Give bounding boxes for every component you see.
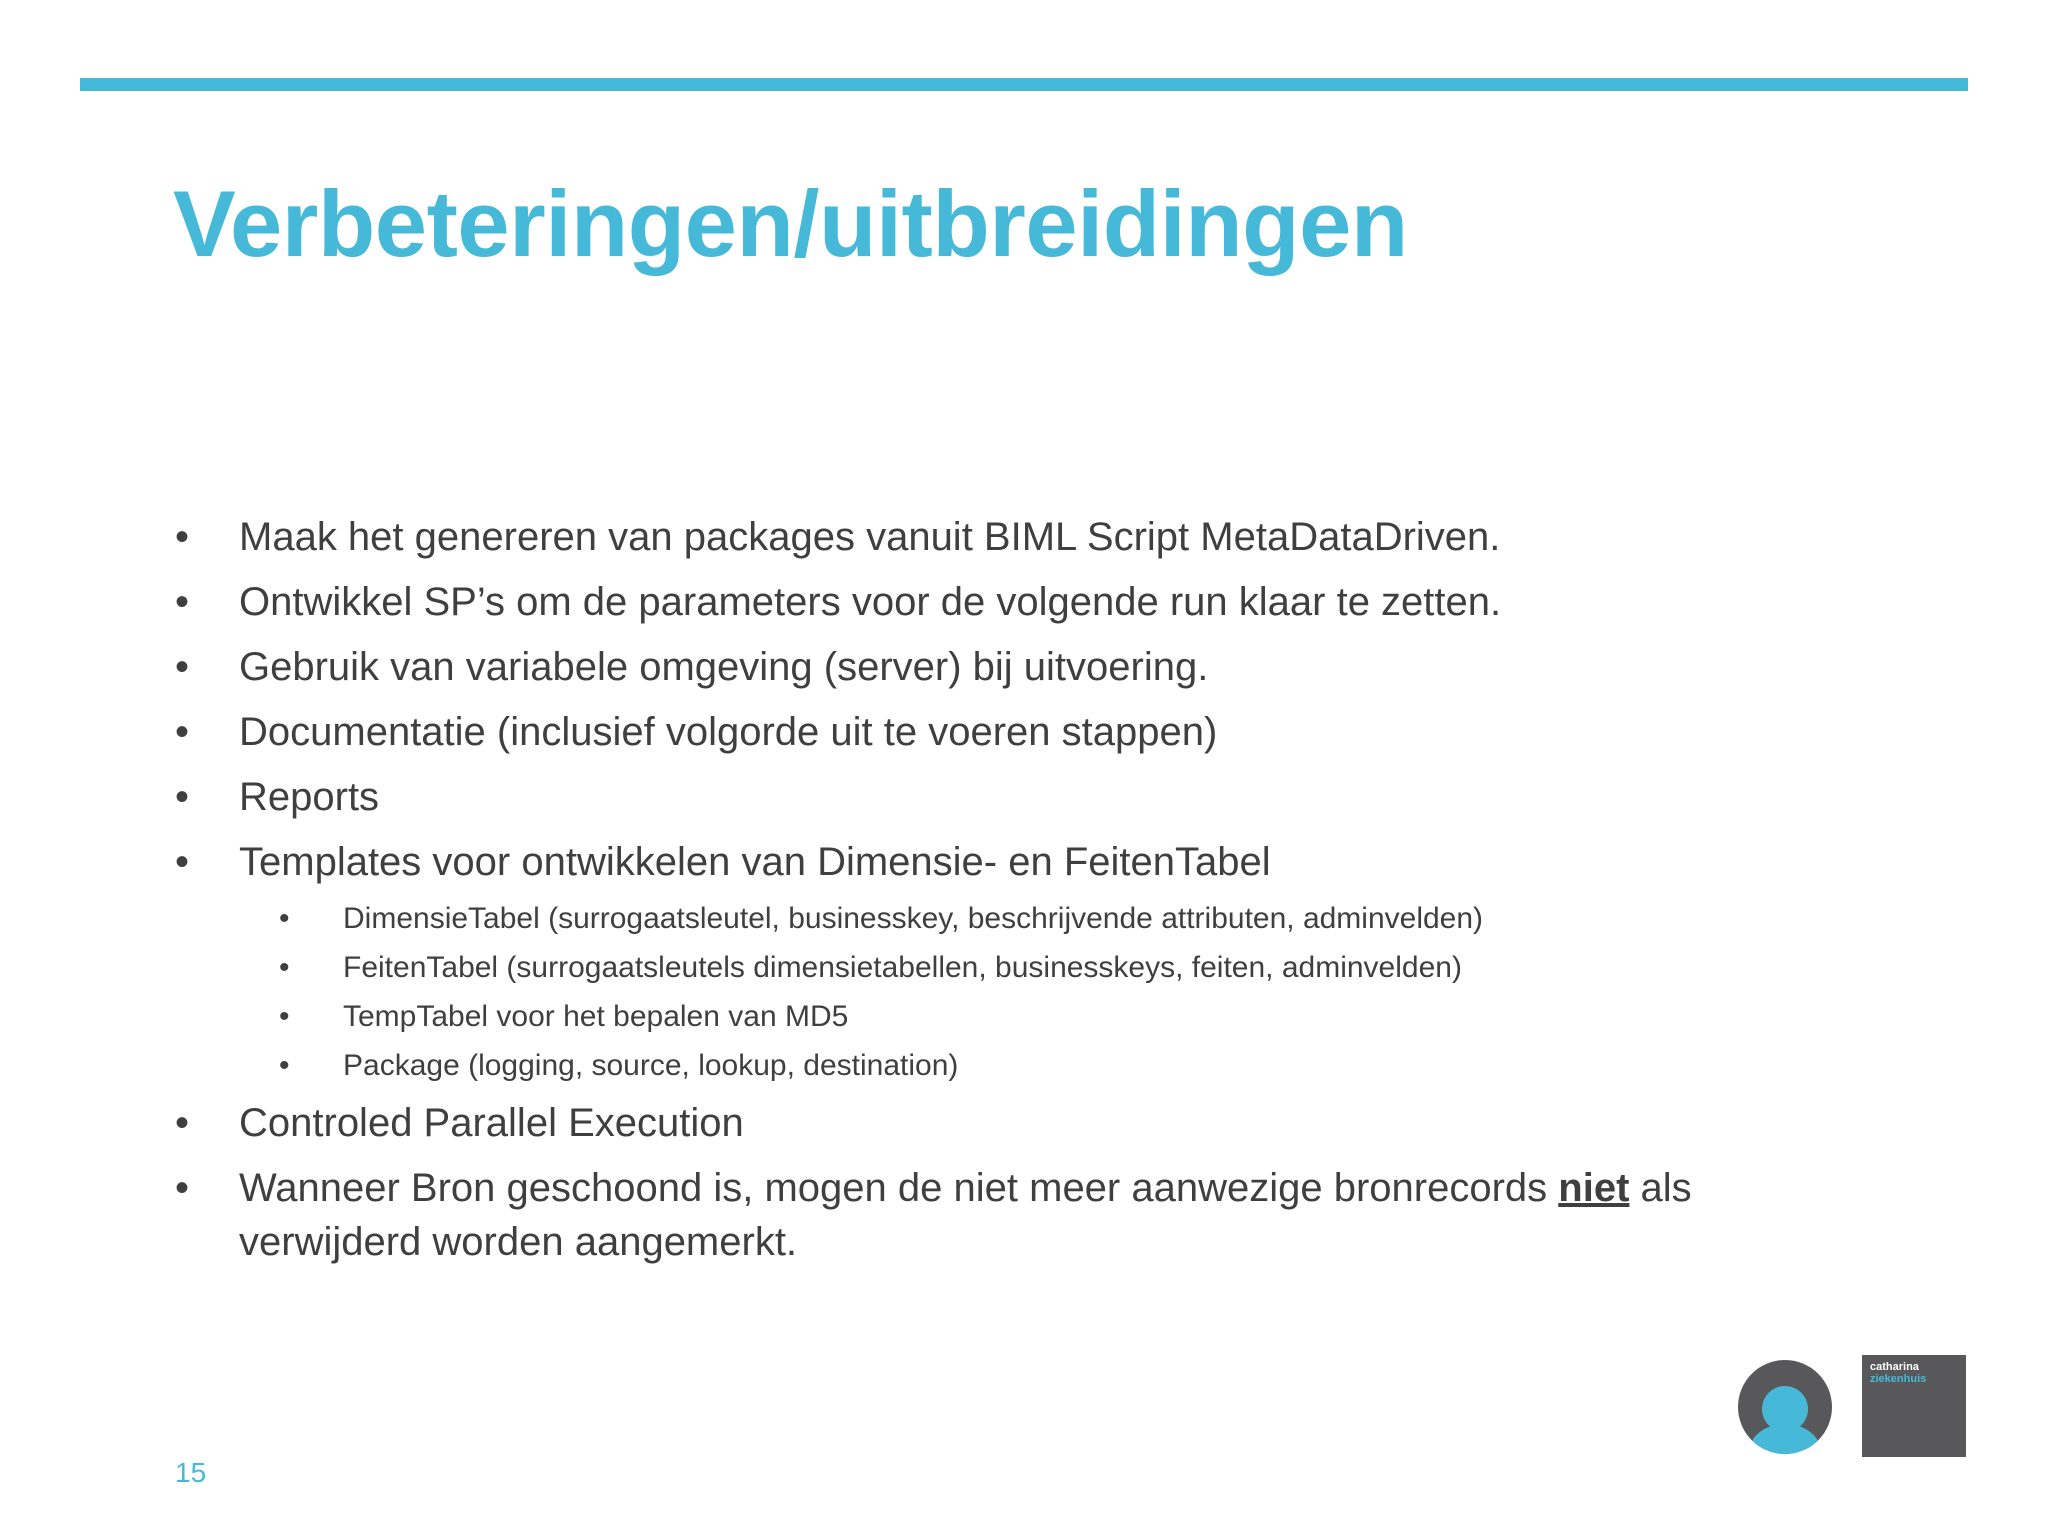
sub-bullet-list — [239, 900, 1795, 1085]
bullet-item: • Documentatie (inclusief volgorde uit te voeren stappen) — [175, 705, 1795, 759]
sub-bullet-item: • Package (logging, source, lookup, destination) — [239, 1047, 1795, 1085]
bullet-item-last — [175, 1161, 1795, 1269]
last-bullet-text-after: als verwijderd worden aangemerkt. — [239, 1166, 1692, 1264]
last-bullet-text-before: Wanneer Bron geschoond is, mogen de niet meer aanwezige bronrecords — [239, 1166, 1559, 1210]
sub-bullet-item: • FeitenTabel (surrogaatsleutels dimensietabellen, businesskeys, feiten, adminvelden) — [239, 949, 1795, 987]
catharina-figure-icon — [1738, 1360, 1832, 1454]
slide-title: Verbeteringen/uitbreidingen — [173, 171, 1408, 276]
logo-line-2: ziekenhuis — [1870, 1373, 1927, 1385]
bullet-item: • Ontwikkel SP’s om de parameters voor de volgende run klaar te zetten. — [175, 575, 1795, 629]
bullet-item-label: Templates voor ontwikkelen van Dimensie- en FeitenTabel — [239, 840, 1271, 884]
catharina-ziekenhuis-logo — [1862, 1355, 1966, 1457]
logo-line-1: catharina — [1870, 1361, 1919, 1373]
bullet-item: • Gebruik van variabele omgeving (server) bij uitvoering. — [175, 640, 1795, 694]
bullet-item: • Controled Parallel Execution — [175, 1096, 1795, 1150]
bullet-item-templates — [175, 835, 1795, 1085]
bullet-list — [175, 510, 1795, 1280]
bullet-item: • Reports — [175, 770, 1795, 824]
page-number: 15 — [175, 1457, 207, 1488]
bullet-item: • Maak het genereren van packages vanuit BIML Script MetaDataDriven. — [175, 510, 1795, 564]
sub-bullet-item: • TempTabel voor het bepalen van MD5 — [239, 998, 1795, 1036]
last-bullet-emphasis: niet — [1558, 1166, 1630, 1210]
sub-bullet-item: • DimensieTabel (surrogaatsleutel, businesskey, beschrijvende attributen, adminvelden) — [239, 900, 1795, 938]
top-accent-rule — [80, 78, 1968, 91]
